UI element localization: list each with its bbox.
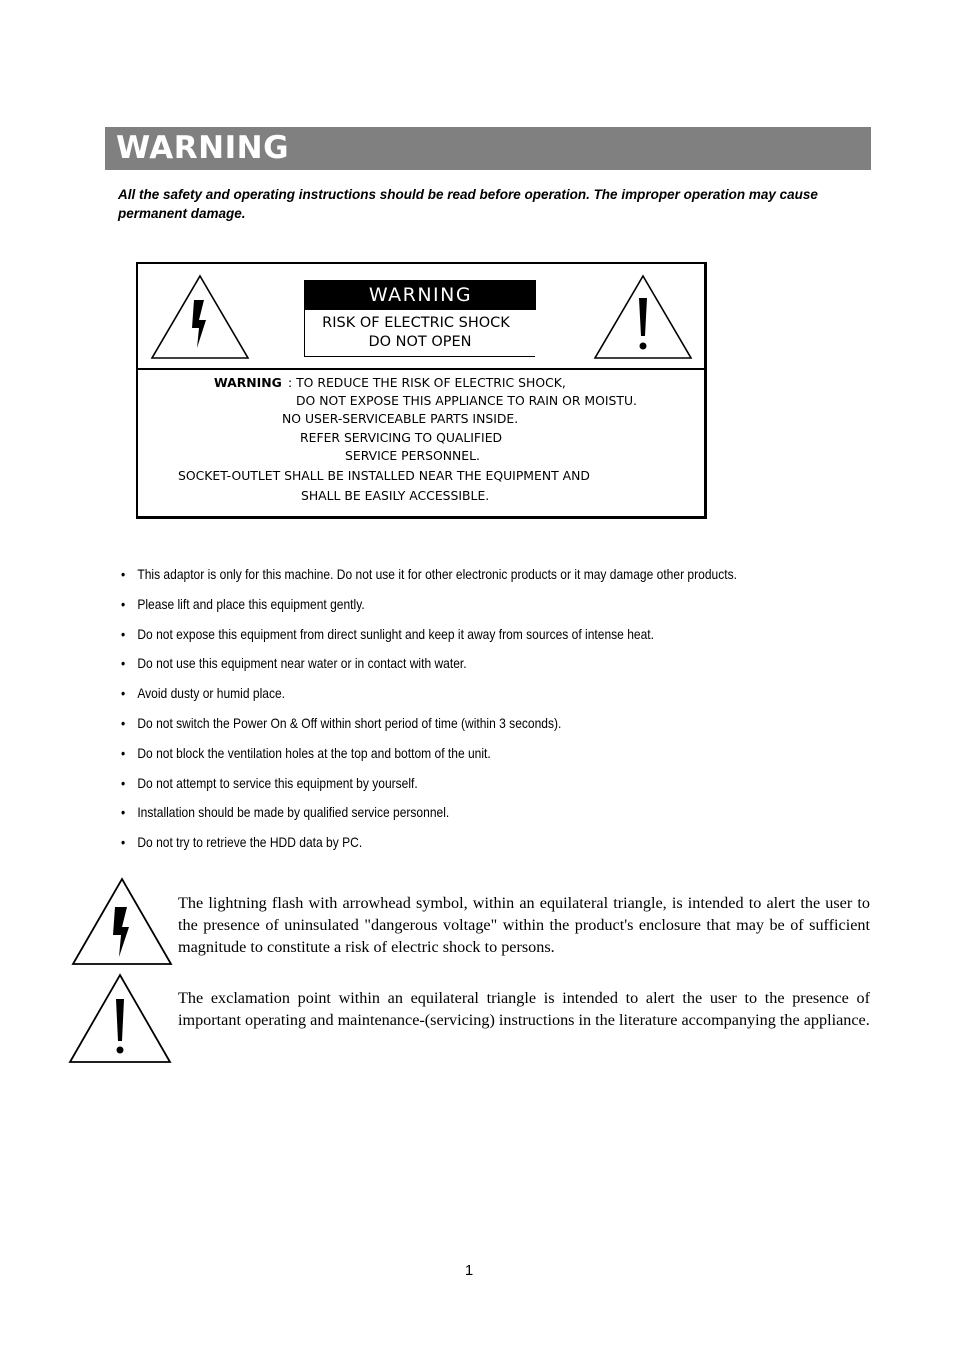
list-item [121, 769, 737, 799]
bullet-marker: • [121, 744, 126, 761]
intro-text: All the safety and operating instructions should be read before operation. The improper operation may cause permanent damage. [118, 187, 818, 221]
list-item-text: Installation should be made by qualified service personnel. [137, 804, 450, 821]
warning-label-body-line: SHALL BE EASILY ACCESSIBLE. [301, 488, 490, 503]
warning-label-body-line: REFER SERVICING TO QUALIFIED [300, 430, 503, 445]
warning-label [136, 262, 707, 519]
warning-label-title: WARNING [305, 280, 536, 310]
lightning-symbol-description: The lightning flash with arrowhead symbol, within an equilateral triangle, is intended to alert the user to the presence of uninsulated "dangerous voltage" within the product's enclosure that may be of sufficient magnitude to constitute a risk of electric shock to persons. [178, 894, 870, 956]
warning-label-center [304, 280, 535, 357]
list-item [121, 679, 737, 709]
list-item [121, 620, 737, 650]
list-item [121, 709, 737, 739]
list-item [121, 590, 737, 620]
bullet-marker: • [121, 834, 126, 851]
warning-label-line2: DO NOT OPEN [368, 334, 472, 350]
list-item-text: Do not expose this equipment from direct sunlight and keep it away from sources of intense heat. [137, 625, 655, 642]
exclamation-triangle-icon [68, 973, 172, 1065]
warning-label-body-line: : TO REDUCE THE RISK OF ELECTRIC SHOCK, [288, 375, 566, 390]
exclamation-symbol-description: The exclamation point within an equilateral triangle is intended to alert the user to the presence of important operating and maintenance-(servicing) instructions in the literature accompanying the appliance. [178, 989, 870, 1029]
bullet-marker: • [121, 625, 126, 642]
list-item-text: Do not try to retrieve the HDD data by PC. [137, 834, 363, 851]
safety-bullet-list [121, 560, 837, 858]
bullet-marker: • [121, 595, 126, 612]
list-item [121, 649, 737, 679]
lightning-triangle-icon [71, 877, 173, 967]
warning-label-divider [138, 368, 704, 370]
list-item-text: Please lift and place this equipment gently. [137, 595, 365, 612]
list-item [121, 739, 737, 769]
bullet-marker: • [121, 804, 126, 821]
warning-label-body-line: SOCKET-OUTLET SHALL BE INSTALLED NEAR THE EQUIPMENT AND [178, 468, 590, 483]
exclamation-triangle-icon [593, 274, 693, 360]
bullet-marker: • [121, 774, 126, 791]
page-title: WARNING [116, 130, 290, 166]
warning-label-body-line: DO NOT EXPOSE THIS APPLIANCE TO RAIN OR MOISTU. [296, 393, 637, 408]
warning-label-body-line: NO USER-SERVICEABLE PARTS INSIDE. [282, 411, 519, 426]
list-item-text: Do not attempt to service this equipment by yourself. [137, 774, 418, 791]
page-number: 1 [464, 1262, 474, 1279]
warning-label-body-lead: WARNING [214, 375, 282, 390]
list-item [121, 560, 737, 590]
warning-label-line1: RISK OF ELECTRIC SHOCK [322, 315, 510, 331]
lightning-triangle-icon [150, 274, 250, 360]
section-heading-bar [105, 127, 871, 170]
list-item [121, 828, 737, 858]
list-item-text: Avoid dusty or humid place. [137, 685, 286, 702]
bullet-marker: • [121, 714, 126, 731]
list-item-text: Do not block the ventilation holes at the top and bottom of the unit. [137, 744, 491, 761]
warning-label-body-line: SERVICE PERSONNEL. [345, 448, 480, 463]
list-item-text: Do not use this equipment near water or in contact with water. [137, 655, 467, 672]
bullet-marker: • [121, 685, 126, 702]
list-item-text: This adaptor is only for this machine. Do not use it for other electronic products or it may damage other products. [137, 566, 737, 582]
bullet-marker: • [121, 655, 126, 672]
list-item [121, 798, 737, 828]
bullet-marker: • [121, 566, 126, 582]
list-item-text: Do not switch the Power On & Off within short period of time (within 3 seconds). [137, 714, 562, 731]
